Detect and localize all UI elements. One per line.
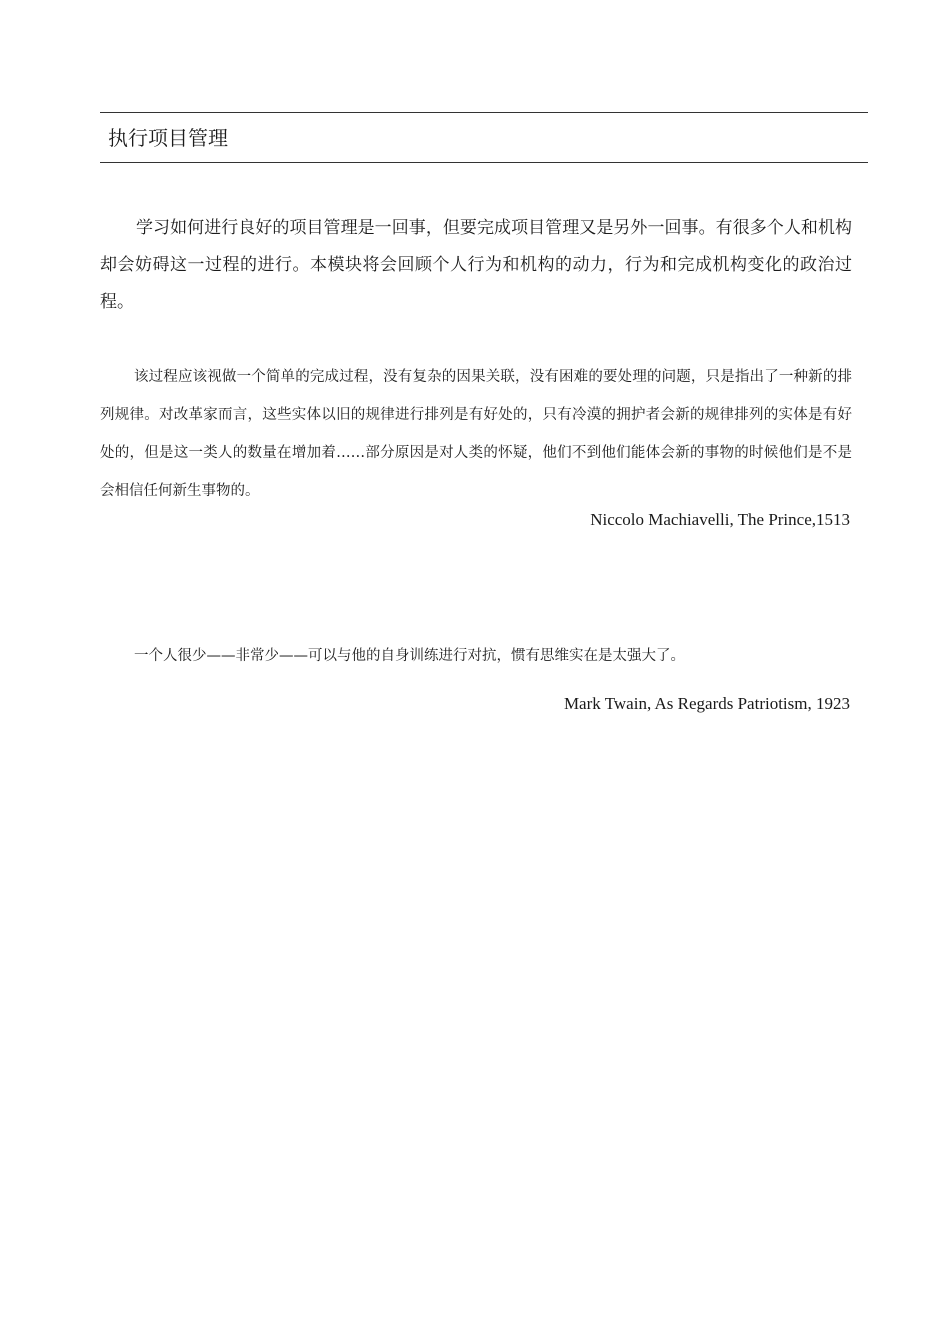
quote-attribution-twain: Mark Twain, As Regards Patriotism, 1923 xyxy=(563,694,850,713)
quote-machiavelli: 该过程应该视做一个简单的完成过程，没有复杂的因果关联，没有困难的要处理的问题，只是指出了一种新的排列规律。对改革家而言，这些实体以旧的规律进行排列是有好处的，只有冷漠的拥护者会新的规律排列的实体是有好处的，但是这一类人的数量在增加着……部分原因是对人类的怀疑，他们不到他们能体会新的事物的时候他们是不是会相信任何新生事物的。 xyxy=(100,369,852,499)
quote-twain: 一个人很少——非常少——可以与他的自身训练进行对抗，惯有思维实在是太强大了。 xyxy=(134,648,685,664)
header-rule-top xyxy=(100,112,868,113)
section-title: 执行项目管理 xyxy=(108,126,228,150)
header-rule-bottom xyxy=(100,162,868,163)
quote-attribution-machiavelli: Niccolo Machiavelli, The Prince,1513 xyxy=(590,510,850,529)
intro-paragraph: 学习如何进行良好的项目管理是一回事，但要完成项目管理又是另外一回事。有很多个人和机构却会妨碍这一过程的进行。本模块将会回顾个人行为和机构的动力，行为和完成机构变化的政治过程。 xyxy=(100,218,852,312)
